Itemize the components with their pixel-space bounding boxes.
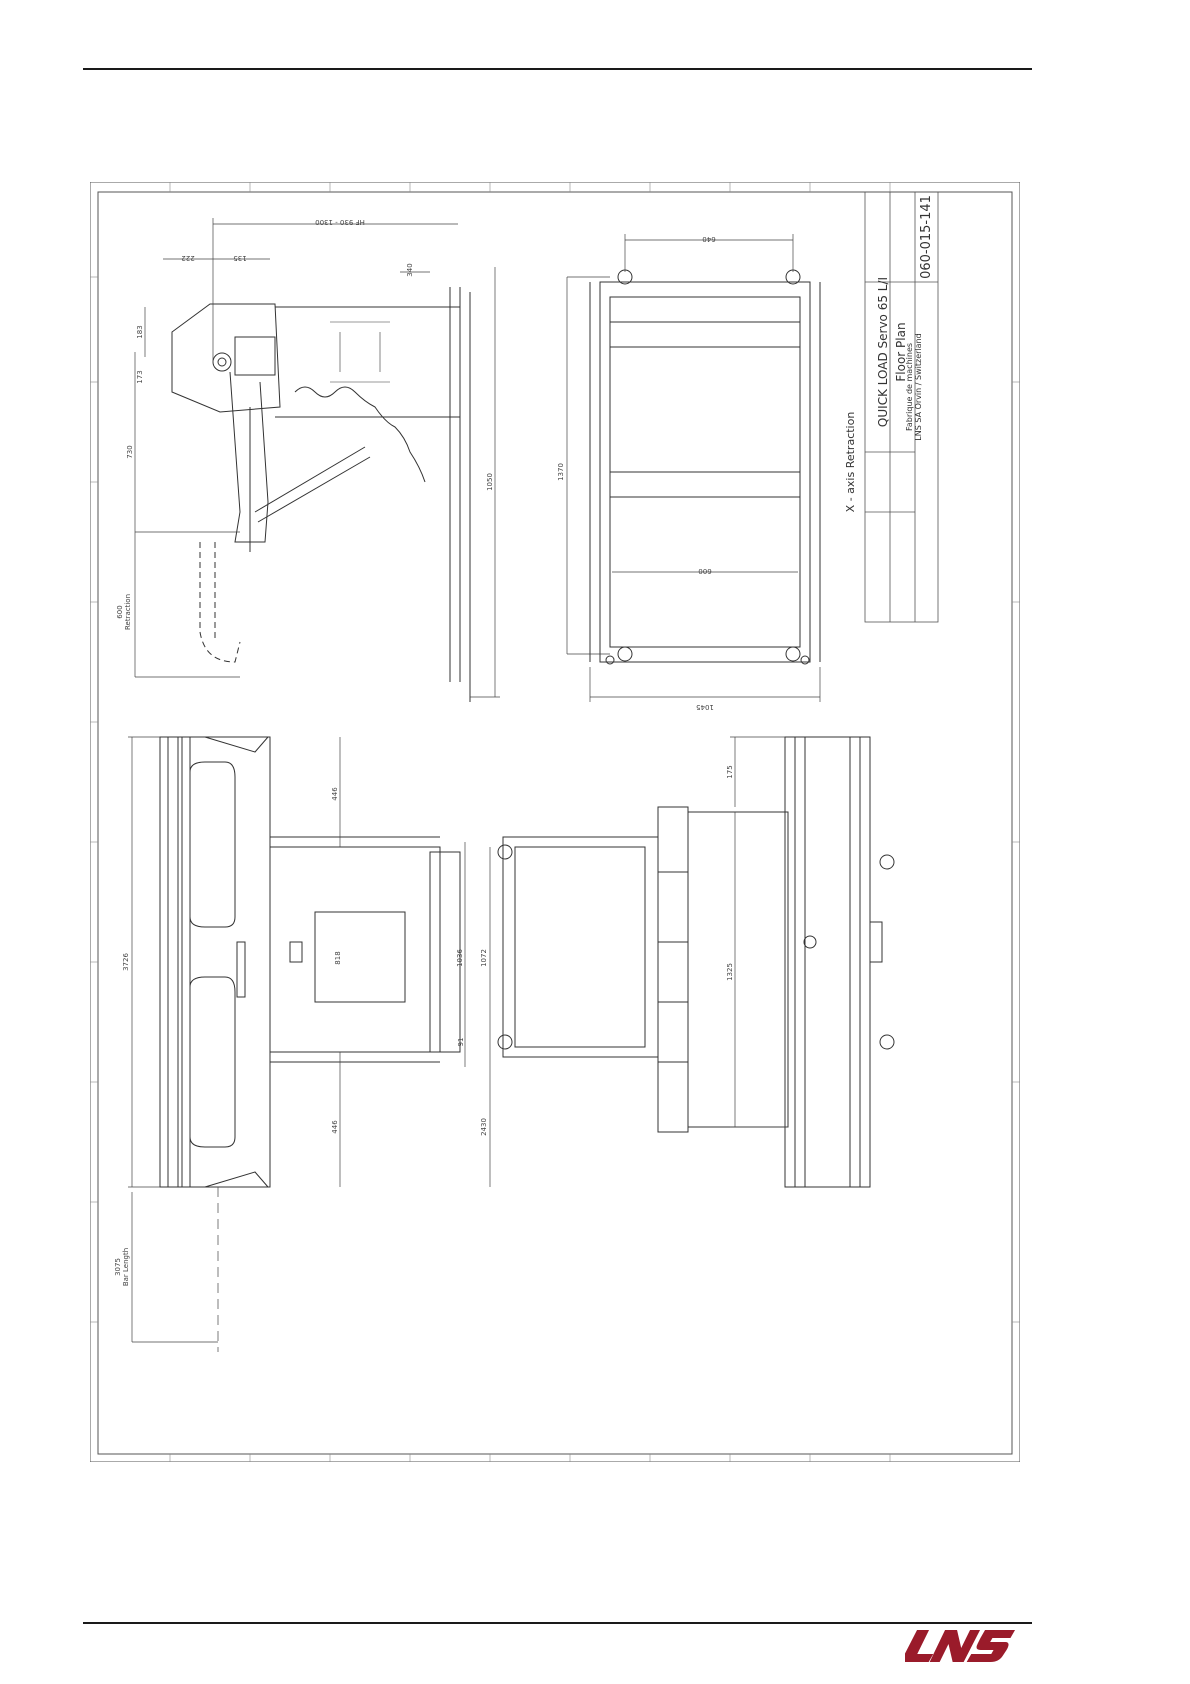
bar-length-label: Bar Length (122, 1247, 130, 1287)
dim-1045: 1045 (696, 703, 714, 711)
dim-1050: 1050 (486, 473, 494, 491)
technical-drawing (90, 182, 1020, 1462)
dim-640: 640 (702, 235, 716, 243)
dim-446-bottom: 446 (331, 1120, 339, 1134)
dim-1325: 1325 (726, 963, 734, 981)
header-rule (83, 68, 1032, 70)
footer-rule (83, 1622, 1032, 1624)
dim-730: 730 (126, 445, 134, 459)
dim-3075: 3075 (114, 1258, 122, 1276)
dim-91: 91 (457, 1037, 465, 1047)
side-view (172, 287, 470, 702)
dim-600: 600 (698, 567, 712, 575)
plan-view-right (498, 737, 894, 1187)
dim-1072: 1072 (480, 949, 488, 967)
retraction-label: Retraction (124, 593, 132, 631)
machine-title: QUICK LOAD Servo 65 L/I (876, 276, 890, 428)
dim-340: 340 (406, 263, 414, 277)
plan-view-right-dimensions (730, 737, 788, 1127)
top-view (590, 270, 820, 664)
dim-3726: 3726 (122, 953, 130, 971)
dim-135: 135 (233, 254, 247, 262)
dim-175: 175 (726, 765, 734, 779)
company-line-2: LNS SA Orvin / Switzerland (914, 333, 923, 441)
sheet-title: Floor Plan (894, 322, 908, 382)
dim-2430: 2430 (480, 1118, 488, 1136)
top-view-dimensions (567, 234, 820, 702)
dim-173: 173 (136, 370, 144, 384)
drawing-number: 060-015-141 (919, 195, 934, 279)
dim-183: 183 (136, 325, 144, 339)
dim-1370: 1370 (557, 463, 565, 481)
dim-600-retraction: 600 (116, 605, 124, 619)
company-line-1: Fabrique de machines (905, 342, 914, 432)
side-view-dimensions (135, 218, 500, 697)
dim-222: 222 (181, 254, 195, 262)
dim-818: 818 (334, 951, 342, 965)
dim-930-1300: HF 930 - 1300 (315, 218, 365, 226)
view-title: X - axis Retraction (844, 411, 857, 513)
lns-logo (905, 1624, 1023, 1668)
plan-view-left (160, 737, 460, 1187)
dim-1036: 1036 (456, 949, 464, 967)
dim-446-top: 446 (331, 787, 339, 801)
